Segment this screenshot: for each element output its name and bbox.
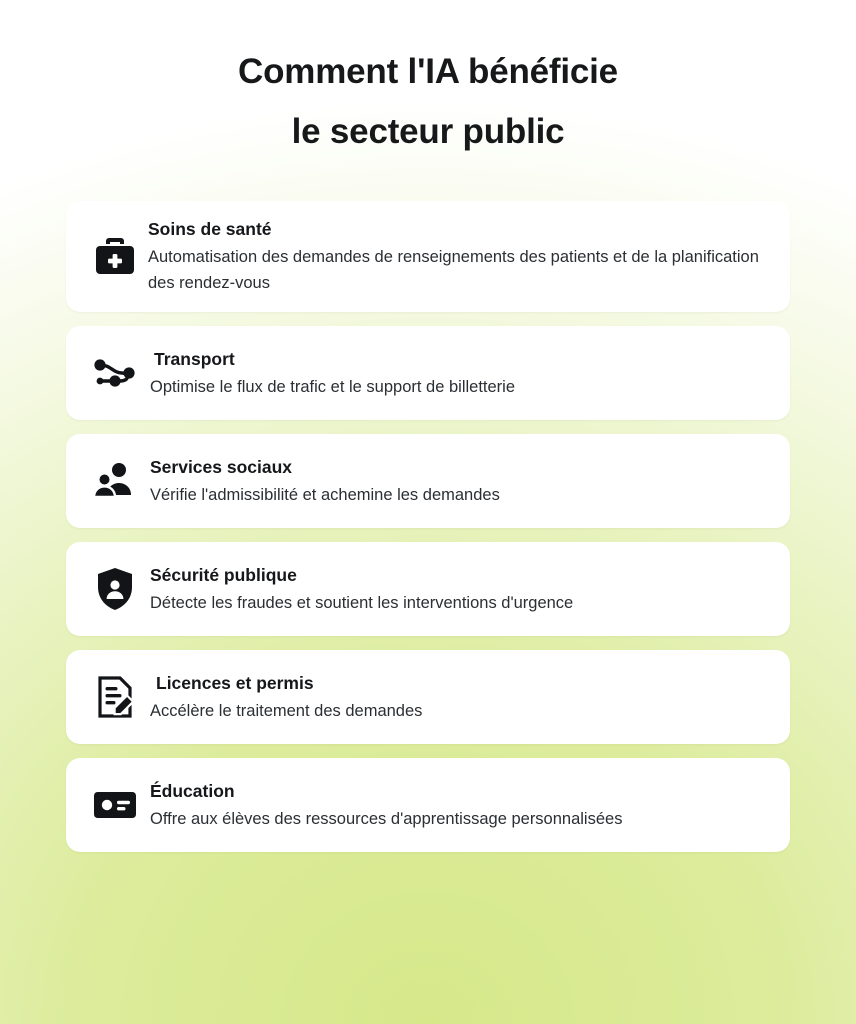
benefit-card-body [146,347,768,400]
medical-briefcase-icon [84,226,146,288]
benefit-card-description: Accélère le traitement des demandes [150,701,423,720]
benefit-card-body [146,563,768,616]
page-title-line-1: Comment l'IA bénéficie [238,52,618,91]
page-title-line-2: le secteur public [291,112,565,151]
benefit-card-healthcare [66,201,790,312]
transport-route-icon [84,342,146,404]
benefit-card-transport [66,326,790,420]
shield-person-icon [84,558,146,620]
benefit-card-list [66,162,790,852]
people-group-icon [84,450,146,512]
page-title [0,0,856,162]
benefit-card-title: Soins de santé [148,219,272,239]
benefit-card-education [66,758,790,852]
benefit-card-body [146,671,768,724]
benefit-card-title: Transport [154,348,235,369]
benefit-card-description: Automatisation des demandes de renseignements des patients et de la planification des rendez-vous [148,248,759,292]
benefit-card-title: Services sociaux [150,456,293,477]
benefit-card-description: Détecte les fraudes et soutient les interventions d'urgence [150,593,574,612]
benefit-card-title: Licences et permis [156,672,314,693]
benefit-card-licenses-permits [66,650,790,744]
benefit-card-title: Éducation [150,780,235,801]
id-card-icon [84,774,146,836]
document-pen-icon [84,666,146,728]
benefit-card-social-services [66,434,790,528]
benefit-card-body [146,455,768,508]
benefit-card-title: Sécurité publique [150,564,297,585]
benefit-card-body [146,217,768,296]
benefit-card-body [146,779,768,832]
benefit-card-description: Vérifie l'admissibilité et achemine les demandes [150,485,500,504]
benefit-card-description: Offre aux élèves des ressources d'apprentissage personnalisées [150,809,623,828]
benefit-card-description: Optimise le flux de trafic et le support de billetterie [150,377,516,396]
benefit-card-public-safety [66,542,790,636]
